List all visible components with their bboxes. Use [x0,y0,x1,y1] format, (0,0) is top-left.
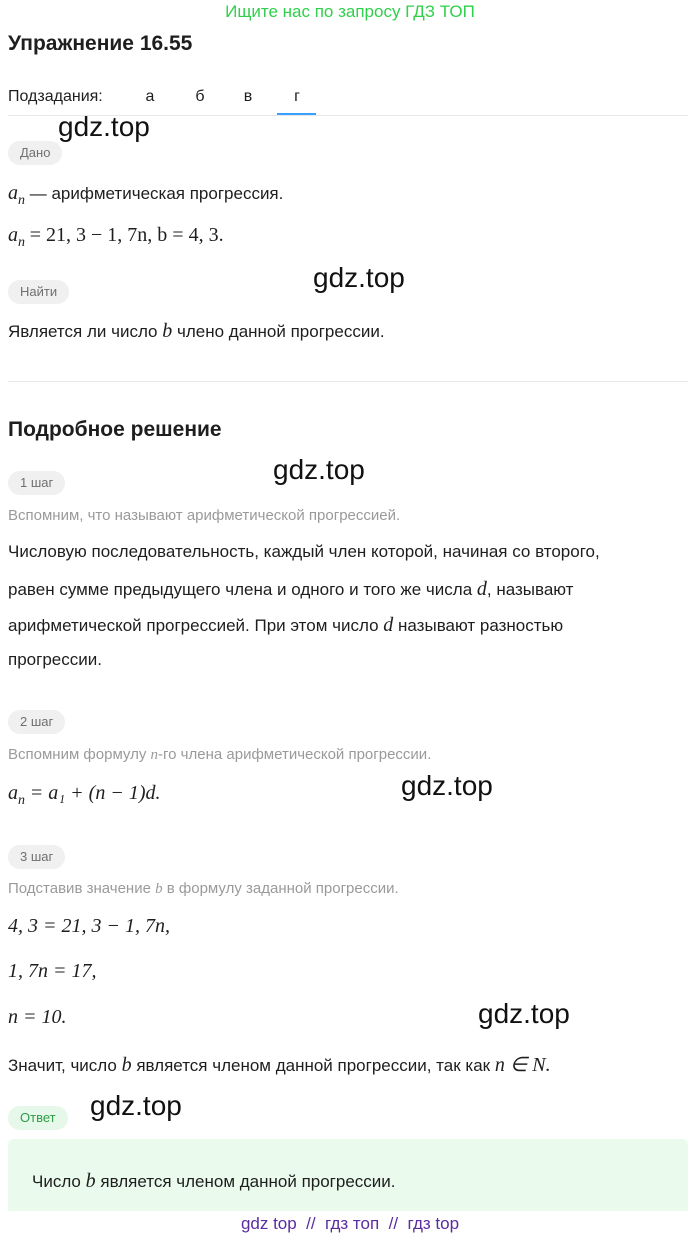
a-n-symbol: $a_n$ [8,182,25,208]
step-2-formula-text: = a₁ + (n − 1)d. [29,782,161,804]
watermark: gdz.top [58,111,150,142]
step-2-hint-var: n [150,747,159,763]
watermark: gdz.top [273,454,365,485]
given-chip: Дано [8,141,62,165]
step-1-hint: Вспомним, что называют арифметической прогрессией. [8,507,401,524]
step-3-hint-a: Подставив значение [8,880,151,897]
step-3-conclusion [8,1052,551,1077]
page-title: Упражнение 16.55 [8,32,193,55]
conclusion-math: n ∈ N. [494,1054,551,1076]
given-line-2 [8,224,224,251]
step-2-chip: 2 шаг [8,710,65,734]
step-3-chip: 3 шаг [8,845,65,869]
step-3-eq-1: 4, 3 = 21, 3 − 1, 7n, [8,915,170,937]
tab-b[interactable]: б [195,88,205,105]
step-1-var-d: d [476,578,487,600]
step-2-hint-b: -го члена арифметической прогрессии. [158,746,432,763]
step-2-hint-a: Вспомним формулу [8,746,147,763]
step-3-hint-b: в формулу заданной прогрессии. [166,880,399,897]
solution-title: Подробное решение [8,418,222,441]
step-1-line-3 [8,614,563,637]
tab-v[interactable]: в [243,88,253,105]
answer-chip: Ответ [8,1106,68,1130]
step-3-eq-2: 1, 7n = 17, [8,960,97,982]
step-1-line-2a: равен сумме предыдущего члена и одного и того же числа [8,580,473,599]
conclusion-text-b: является членом данной прогрессии, так как [136,1056,491,1075]
tab-a[interactable]: а [145,88,155,105]
footer-links: gdz top // гдз топ // гдз top [240,1214,460,1233]
step-2-hint [8,746,431,764]
watermark: gdz.top [313,262,405,293]
step-1-var-d: d [383,614,394,636]
find-var: b [162,320,173,342]
step-1-line-4: прогрессии. [8,650,102,669]
find-text-a: Является ли число [8,322,158,341]
step-1-line-2b: , называют [486,580,574,599]
section-divider [8,381,688,382]
step-1-line-3a: арифметической прогрессией. При этом число [8,616,379,635]
find-chip: Найти [8,280,69,304]
step-2-formula [8,782,161,809]
find-line [8,320,385,343]
step-3-hint [8,880,399,898]
watermark: gdz.top [90,1090,182,1121]
given-formula: = 21, 3 − 1, 7n, b = 4, 3. [29,224,224,246]
step-3-hint-var: b [155,881,163,897]
search-banner: Ищите нас по запросу ГДЗ ТОП [225,2,475,21]
watermark: gdz.top [401,770,493,801]
step-1-line-1: Числовую последовательность, каждый член которой, начиная со второго, [8,542,600,561]
find-text-b: члено данной прогрессии. [176,322,385,341]
step-3-eq-3: n = 10. [8,1006,67,1028]
answer-var: b [85,1170,96,1192]
answer-text-b: является членом данной прогрессии. [100,1172,396,1191]
watermark: gdz.top [478,998,570,1029]
given-line-1 [8,182,283,209]
answer-text [32,1170,396,1193]
step-1-line-2 [8,578,573,601]
conclusion-var: b [121,1054,132,1076]
given-line-1-text: — арифметическая прогрессия. [29,184,284,203]
subtasks-label: Подзадания: [8,88,103,105]
conclusion-text-a: Значит, число [8,1056,117,1075]
a-n-symbol: $a_n$ [8,224,25,250]
answer-text-a: Число [32,1172,81,1191]
step-1-chip: 1 шаг [8,471,65,495]
step-1-line-3b: называют разностью [398,616,564,635]
a-n-symbol: $a_n$ [8,782,25,808]
tab-g[interactable]: г [294,88,300,105]
